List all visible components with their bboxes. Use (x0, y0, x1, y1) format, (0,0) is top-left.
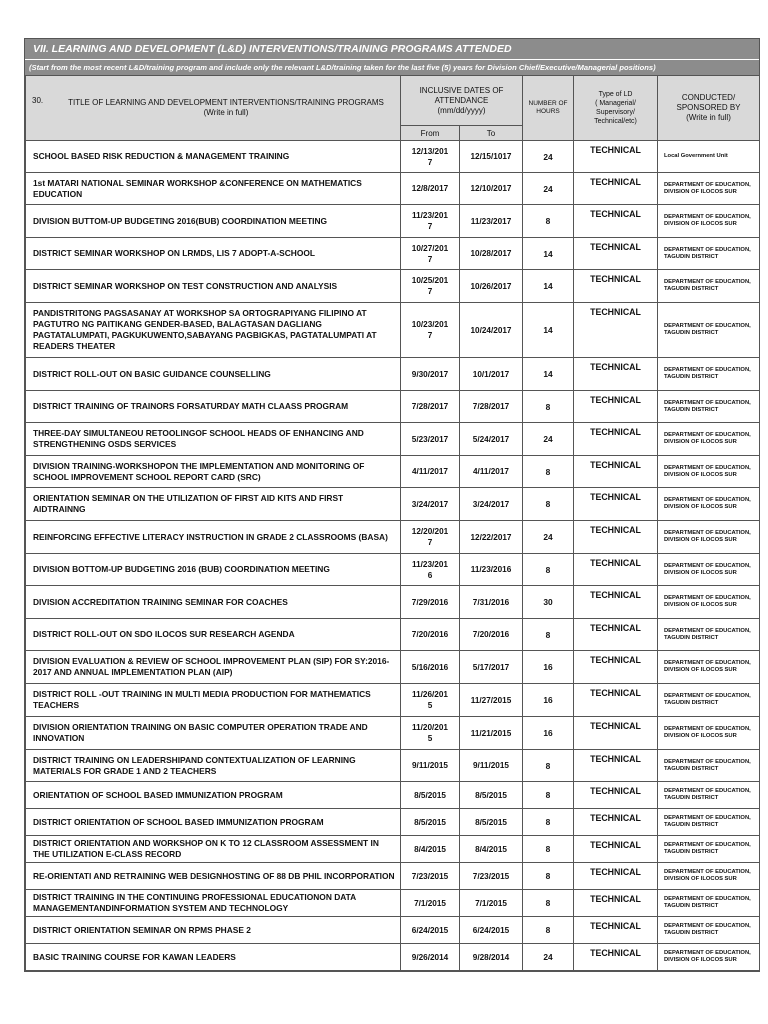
training-title: 1st MATARI NATIONAL SEMINAR WORKSHOP &CONFERENCE ON MATHEMATICS EDUCATION (26, 173, 401, 205)
table-row (26, 488, 760, 521)
date-to: 12/22/2017 (460, 521, 523, 554)
number-of-hours: 14 (523, 270, 574, 303)
training-title: BASIC TRAINING COURSE FOR KAWAN LEADERS (26, 944, 401, 971)
table-row (26, 890, 760, 917)
conducted-by: DEPARTMENT OF EDUCATION, TAGUDIN DISTRICT (658, 890, 760, 917)
number-of-hours: 30 (523, 586, 574, 619)
date-from: 11/26/201 5 (401, 684, 460, 717)
date-to: 12/15/1017 (460, 141, 523, 173)
date-to: 5/24/2017 (460, 423, 523, 456)
number-of-hours: 14 (523, 303, 574, 358)
date-from: 8/4/2015 (401, 836, 460, 863)
ld-type: TECHNICAL (574, 554, 658, 586)
table-row (26, 863, 760, 890)
conducted-by: DEPARTMENT OF EDUCATION, TAGUDIN DISTRICT (658, 270, 760, 303)
table-row (26, 521, 760, 554)
conducted-by: DEPARTMENT OF EDUCATION, DIVISION OF ILOCOS SUR (658, 456, 760, 488)
table-row (26, 554, 760, 586)
date-to: 8/5/2015 (460, 809, 523, 836)
ld-type: TECHNICAL (574, 488, 658, 521)
number-of-hours: 8 (523, 619, 574, 651)
conducted-by: DEPARTMENT OF EDUCATION, DIVISION OF ILOCOS SUR (658, 554, 760, 586)
training-title: DIVISION BOTTOM-UP BUDGETING 2016 (BUB) COORDINATION MEETING (26, 554, 401, 586)
conducted-by: DEPARTMENT OF EDUCATION, TAGUDIN DISTRICT (658, 238, 760, 270)
date-to: 9/11/2015 (460, 750, 523, 782)
date-to: 7/1/2015 (460, 890, 523, 917)
date-to: 5/17/2017 (460, 651, 523, 684)
table-row (26, 917, 760, 944)
header-type-label: Type of LD ( Managerial/ Supervisory/ Technical/etc) (594, 91, 637, 125)
ld-type: TECHNICAL (574, 205, 658, 238)
ld-type: TECHNICAL (574, 586, 658, 619)
date-from: 11/23/201 7 (401, 205, 460, 238)
training-title: DISTRICT TRAINING OF TRAINORS FORSATURDAY MATH CLAASS PROGRAM (26, 391, 401, 423)
table-row (26, 809, 760, 836)
section-title: VII. LEARNING AND DEVELOPMENT (L&D) INTERVENTIONS/TRAINING PROGRAMS ATTENDED (25, 39, 759, 59)
training-title: DISTRICT SEMINAR WORKSHOP ON TEST CONSTRUCTION AND ANALYSIS (26, 270, 401, 303)
header-inclusive-dates (401, 76, 523, 126)
ld-type: TECHNICAL (574, 391, 658, 423)
training-title: DISTRICT ORIENTATION OF SCHOOL BASED IMMUNIZATION PROGRAM (26, 809, 401, 836)
number-of-hours: 24 (523, 173, 574, 205)
header-to: To (460, 126, 523, 141)
date-from: 5/23/2017 (401, 423, 460, 456)
header-dates-label: INCLUSIVE DATES OF ATTENDANCE (mm/dd/yyyy) (419, 85, 504, 115)
header-item-number: 30. (32, 96, 44, 105)
ld-type: TECHNICAL (574, 809, 658, 836)
date-from: 8/5/2015 (401, 782, 460, 809)
table-row (26, 586, 760, 619)
ld-type: TECHNICAL (574, 141, 658, 173)
date-to: 11/27/2015 (460, 684, 523, 717)
training-title: REINFORCING EFFECTIVE LITERACY INSTRUCTION IN GRADE 2 CLASSROOMS (BASA) (26, 521, 401, 554)
table-row (26, 944, 760, 971)
table-row (26, 651, 760, 684)
date-to: 8/4/2015 (460, 836, 523, 863)
training-title: PANDISTRITONG PAGSASANAY AT WORKSHOP SA ORTOGRAPIYANG FILIPINO AT PAGTUTRO NG PAITIKANG GENDER-BASED, BALAGTASAN DAGLIANG PAGTATALUMPATI, PAGKUKUWENTO,SABAYANG PAGBIGKAS, PAGTATALUMPATI AT READERS THEATER (26, 303, 401, 358)
date-to: 9/28/2014 (460, 944, 523, 971)
date-from: 12/20/201 7 (401, 521, 460, 554)
number-of-hours: 24 (523, 944, 574, 971)
number-of-hours: 8 (523, 554, 574, 586)
date-from: 7/1/2015 (401, 890, 460, 917)
conducted-by: DEPARTMENT OF EDUCATION, TAGUDIN DISTRICT (658, 782, 760, 809)
date-to: 7/28/2017 (460, 391, 523, 423)
ld-type: TECHNICAL (574, 750, 658, 782)
number-of-hours: 8 (523, 205, 574, 238)
conducted-by: DEPARTMENT OF EDUCATION, TAGUDIN DISTRICT (658, 917, 760, 944)
ld-type: TECHNICAL (574, 651, 658, 684)
number-of-hours: 8 (523, 782, 574, 809)
training-title: THREE-DAY SIMULTANEOU RETOOLINGOF SCHOOL HEADS OF ENHANCING AND STRENGTHENING OSDS SERVICES (26, 423, 401, 456)
training-title: DISTRICT TRAINING ON LEADERSHIPAND CONTEXTUALIZATION OF LEARNING MATERIALS FOR GRADE 1 AND 2 TEACHERS (26, 750, 401, 782)
number-of-hours: 8 (523, 863, 574, 890)
date-to: 11/23/2017 (460, 205, 523, 238)
date-from: 4/11/2017 (401, 456, 460, 488)
ld-type: TECHNICAL (574, 358, 658, 391)
training-title: DISTRICT ROLL-OUT ON SDO ILOCOS SUR RESEARCH AGENDA (26, 619, 401, 651)
date-from: 7/28/2017 (401, 391, 460, 423)
ld-type: TECHNICAL (574, 521, 658, 554)
date-to: 11/21/2015 (460, 717, 523, 750)
date-from: 8/5/2015 (401, 809, 460, 836)
table-row (26, 303, 760, 358)
training-title: DISTRICT TRAINING IN THE CONTINUING PROFESSIONAL EDUCATIONON DATA MANAGEMENTANDINFORMATION SYSTEM AND TECHNOLOGY (26, 890, 401, 917)
date-to: 10/28/2017 (460, 238, 523, 270)
table-row (26, 205, 760, 238)
date-from: 11/20/201 5 (401, 717, 460, 750)
table-body (26, 141, 760, 971)
date-to: 10/26/2017 (460, 270, 523, 303)
date-from: 10/25/201 7 (401, 270, 460, 303)
header-title-label: TITLE OF LEARNING AND DEVELOPMENT INTERVENTIONS/TRAINING PROGRAMS (Write in full) (68, 98, 384, 117)
date-from: 3/24/2017 (401, 488, 460, 521)
number-of-hours: 8 (523, 488, 574, 521)
training-title: DIVISION BUTTOM-UP BUDGETING 2016(BUB) COORDINATION MEETING (26, 205, 401, 238)
date-to: 12/10/2017 (460, 173, 523, 205)
header-title-cell (26, 76, 401, 141)
ld-type: TECHNICAL (574, 619, 658, 651)
date-from: 9/30/2017 (401, 358, 460, 391)
number-of-hours: 8 (523, 391, 574, 423)
conducted-by: DEPARTMENT OF EDUCATION, DIVISION OF ILOCOS SUR (658, 488, 760, 521)
date-from: 12/8/2017 (401, 173, 460, 205)
date-to: 8/5/2015 (460, 782, 523, 809)
training-title: DISTRICT ORIENTATION SEMINAR ON RPMS PHASE 2 (26, 917, 401, 944)
table-row (26, 173, 760, 205)
date-from: 9/11/2015 (401, 750, 460, 782)
conducted-by: DEPARTMENT OF EDUCATION, DIVISION OF ILOCOS SUR (658, 651, 760, 684)
number-of-hours: 8 (523, 836, 574, 863)
number-of-hours: 8 (523, 750, 574, 782)
date-from: 12/13/201 7 (401, 141, 460, 173)
ld-type: TECHNICAL (574, 944, 658, 971)
ld-type: TECHNICAL (574, 782, 658, 809)
conducted-by: DEPARTMENT OF EDUCATION, DIVISION OF ILOCOS SUR (658, 173, 760, 205)
conducted-by: DEPARTMENT OF EDUCATION, DIVISION OF ILOCOS SUR (658, 944, 760, 971)
table-row (26, 750, 760, 782)
ld-type: TECHNICAL (574, 684, 658, 717)
conducted-by: DEPARTMENT OF EDUCATION, DIVISION OF ILOCOS SUR (658, 863, 760, 890)
date-to: 10/24/2017 (460, 303, 523, 358)
table-row (26, 836, 760, 863)
conducted-by: DEPARTMENT OF EDUCATION, TAGUDIN DISTRICT (658, 750, 760, 782)
conducted-by: DEPARTMENT OF EDUCATION, DIVISION OF ILOCOS SUR (658, 205, 760, 238)
date-from: 10/23/201 7 (401, 303, 460, 358)
date-from: 6/24/2015 (401, 917, 460, 944)
date-from: 9/26/2014 (401, 944, 460, 971)
ld-type: TECHNICAL (574, 717, 658, 750)
date-from: 7/29/2016 (401, 586, 460, 619)
conducted-by: DEPARTMENT OF EDUCATION, TAGUDIN DISTRICT (658, 684, 760, 717)
ld-type: TECHNICAL (574, 303, 658, 358)
conducted-by: DEPARTMENT OF EDUCATION, DIVISION OF ILOCOS SUR (658, 521, 760, 554)
date-to: 11/23/2016 (460, 554, 523, 586)
table-row (26, 141, 760, 173)
conducted-by: DEPARTMENT OF EDUCATION, DIVISION OF ILOCOS SUR (658, 717, 760, 750)
training-title: DIVISION TRAINING-WORKSHOPON THE IMPLEMENTATION AND MONITORING OF SCHOOL IMPROVEMENT SCHOOL REPORT CARD (SRC) (26, 456, 401, 488)
ld-type: TECHNICAL (574, 423, 658, 456)
ld-type: TECHNICAL (574, 836, 658, 863)
table-row (26, 717, 760, 750)
table-header (26, 76, 760, 141)
training-title: DISTRICT ROLL-OUT ON BASIC GUIDANCE COUNSELLING (26, 358, 401, 391)
date-from: 5/16/2016 (401, 651, 460, 684)
training-title: ORIENTATION SEMINAR ON THE UTILIZATION OF FIRST AID KITS AND FIRST AIDTRAINNG (26, 488, 401, 521)
ld-type: TECHNICAL (574, 890, 658, 917)
number-of-hours: 16 (523, 684, 574, 717)
table-row (26, 619, 760, 651)
ld-type: TECHNICAL (574, 173, 658, 205)
ld-type: TECHNICAL (574, 863, 658, 890)
date-to: 10/1/2017 (460, 358, 523, 391)
pds-learning-development-sheet (24, 38, 760, 972)
conducted-by: Local Government Unit (658, 141, 760, 173)
number-of-hours: 24 (523, 521, 574, 554)
table-row (26, 456, 760, 488)
number-of-hours: 14 (523, 238, 574, 270)
section-instruction-note: (Start from the most recent L&D/training program and include only the relevant L&D/training taken for the last five (5) years for Division Chief/Executive/Managerial positions) (25, 59, 759, 75)
conducted-by: DEPARTMENT OF EDUCATION, TAGUDIN DISTRICT (658, 809, 760, 836)
date-from: 10/27/201 7 (401, 238, 460, 270)
conducted-by: DEPARTMENT OF EDUCATION, DIVISION OF ILOCOS SUR (658, 586, 760, 619)
number-of-hours: 8 (523, 890, 574, 917)
header-from: From (401, 126, 460, 141)
training-title: DIVISION ACCREDITATION TRAINING SEMINAR FOR COACHES (26, 586, 401, 619)
number-of-hours: 24 (523, 423, 574, 456)
conducted-by: DEPARTMENT OF EDUCATION, DIVISION OF ILOCOS SUR (658, 423, 760, 456)
date-to: 3/24/2017 (460, 488, 523, 521)
ld-type: TECHNICAL (574, 238, 658, 270)
date-to: 6/24/2015 (460, 917, 523, 944)
table-row (26, 684, 760, 717)
number-of-hours: 16 (523, 717, 574, 750)
training-title: DISTRICT SEMINAR WORKSHOP ON LRMDS, LIS 7 ADOPT-A-SCHOOL (26, 238, 401, 270)
date-from: 7/23/2015 (401, 863, 460, 890)
conducted-by: DEPARTMENT OF EDUCATION, TAGUDIN DISTRICT (658, 358, 760, 391)
number-of-hours: 8 (523, 456, 574, 488)
table-row (26, 782, 760, 809)
ld-type: TECHNICAL (574, 270, 658, 303)
conducted-by: DEPARTMENT OF EDUCATION, TAGUDIN DISTRICT (658, 619, 760, 651)
table-row (26, 270, 760, 303)
table-row (26, 358, 760, 391)
number-of-hours: 14 (523, 358, 574, 391)
date-to: 4/11/2017 (460, 456, 523, 488)
conducted-by: DEPARTMENT OF EDUCATION, TAGUDIN DISTRICT (658, 391, 760, 423)
number-of-hours: 8 (523, 917, 574, 944)
header-conducted-by (658, 76, 760, 141)
training-table (25, 75, 760, 971)
date-to: 7/20/2016 (460, 619, 523, 651)
table-row (26, 391, 760, 423)
header-type-of-ld (574, 76, 658, 141)
date-to: 7/31/2016 (460, 586, 523, 619)
header-number-of-hours (523, 76, 574, 141)
table-row (26, 238, 760, 270)
number-of-hours: 8 (523, 809, 574, 836)
ld-type: TECHNICAL (574, 456, 658, 488)
training-title: DISTRICT ORIENTATION AND WORKSHOP ON K TO 12 CLASSROOM ASSESSMENT IN THE UTILIZATION E-CLASS RECORD (26, 836, 401, 863)
date-to: 7/23/2015 (460, 863, 523, 890)
date-from: 11/23/201 6 (401, 554, 460, 586)
training-title: DISTRICT ROLL -OUT TRAINING IN MULTI MEDIA PRODUCTION FOR MATHEMATICS TEACHERS (26, 684, 401, 717)
conducted-by: DEPARTMENT OF EDUCATION, TAGUDIN DISTRICT (658, 303, 760, 358)
ld-type: TECHNICAL (574, 917, 658, 944)
table-row (26, 423, 760, 456)
training-title: ORIENTATION OF SCHOOL BASED IMMUNIZATION PROGRAM (26, 782, 401, 809)
conducted-by: DEPARTMENT OF EDUCATION, TAGUDIN DISTRICT (658, 836, 760, 863)
training-title: RE-ORIENTATI AND RETRAINING WEB DESIGNHOSTING OF 88 DB PHIL INCORPORATION (26, 863, 401, 890)
training-title: SCHOOL BASED RISK REDUCTION & MANAGEMENT TRAINING (26, 141, 401, 173)
number-of-hours: 24 (523, 141, 574, 173)
date-from: 7/20/2016 (401, 619, 460, 651)
header-hours-label: NUMBER OF HOURS (528, 100, 568, 115)
header-conducted-label: CONDUCTED/ SPONSORED BY (Write in full) (676, 93, 741, 122)
number-of-hours: 16 (523, 651, 574, 684)
training-title: DIVISION EVALUATION & REVIEW OF SCHOOL IMPROVEMENT PLAN (SIP) FOR SY:2016-2017 AND ANNUAL IMPLEMENTATION PLAN (AIP) (26, 651, 401, 684)
training-title: DIVISION ORIENTATION TRAINING ON BASIC COMPUTER OPERATION TRADE AND INNOVATION (26, 717, 401, 750)
